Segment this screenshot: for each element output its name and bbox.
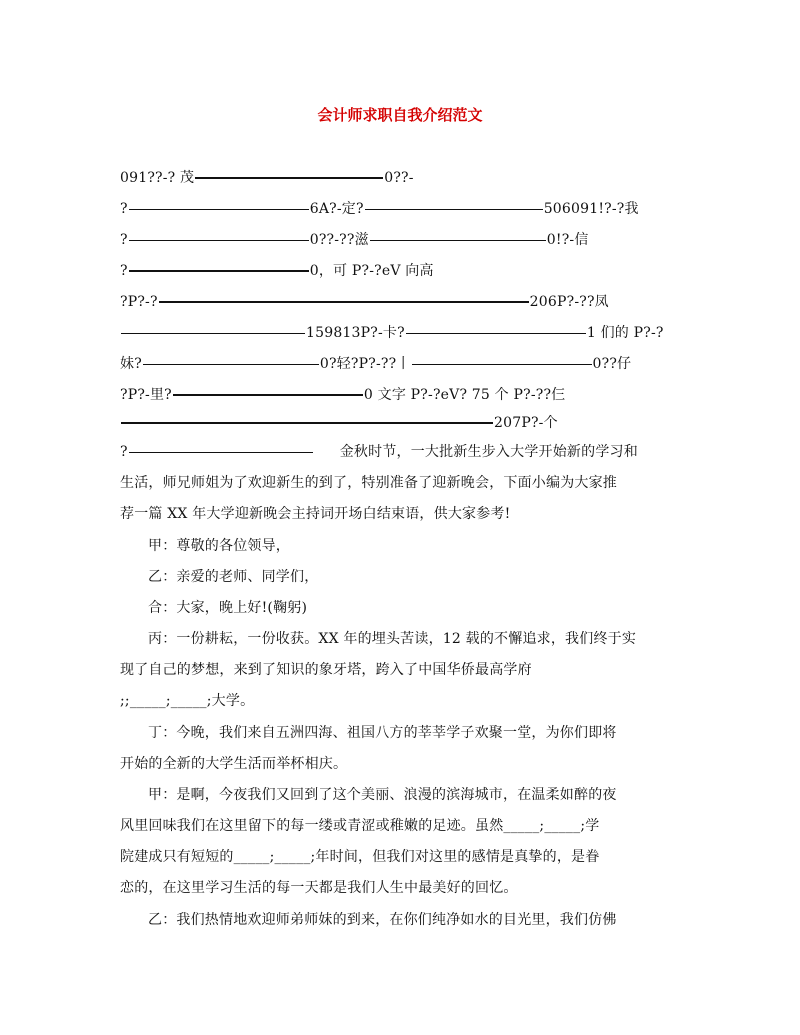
garbled-text: 159813P?-卡? [306,325,405,341]
underline-rule [121,333,305,334]
underline-rule [129,209,309,210]
paragraph-line: 乙：我们热情地欢迎师弟师妹的到来，在你们纯净如水的目光里，我们仿佛 [148,912,617,928]
garbled-text: 0!?-信 [546,232,589,248]
garbled-row [120,290,609,314]
paragraph-line: 甲：是啊，今夜我们又回到了这个美丽、浪漫的滨海城市，在温柔如醉的夜 [148,787,617,803]
garbled-text: ?P?-? [120,294,158,310]
garbled-text: 0?轻?P?-??丨 [319,356,411,372]
garbled-text: 1 们的 P?-? [586,325,664,341]
underline-rule [173,394,363,396]
paragraph-line: 乙：亲爱的老师、同学们， [148,569,319,585]
underline-rule [159,301,529,303]
underline-rule [412,364,592,365]
garbled-row [120,197,639,221]
garbled-row [120,259,434,283]
garbled-text: 0??- [384,170,414,186]
paragraph-line: 荐一篇 XX 年大学迎新晚会主持词开场白结束语，供大家参考! [120,506,511,522]
underline-rule [129,270,309,272]
underline-rule [121,422,493,424]
paragraph-line: 现了自己的梦想，来到了知识的象牙塔，跨入了中国华侨最高学府 [120,662,532,678]
paragraph-line: 丙：一份耕耘，一份收获。XX 年的埋头苦读，12 载的不懈追求，我们终于实 [148,631,637,647]
garbled-text: 0??-??滋 [309,232,369,248]
garbled-text: 206P?-??凤 [529,294,609,310]
paragraph-line: 甲：尊敬的各位领导， [148,538,290,554]
underline-rule [406,333,586,334]
garbled-text: ? [120,232,128,248]
garbled-row [120,166,414,190]
garbled-text: 6A?-定? [309,201,364,217]
underline-rule [129,452,313,453]
underline-rule [365,209,543,210]
garbled-row [120,383,565,407]
garbled-text: 506091!?-?我 [543,201,639,217]
garbled-text: ? [120,201,128,217]
paragraph-line: ;;_____;_____;大学。 [120,693,255,709]
garbled-text: ? [120,263,128,279]
body-text: 金秋时节，一大批新生步入大学开始新的学习和 [339,444,638,460]
garbled-text: 0 文字 P?-?eV? 75 个 P?-??仨 [363,387,566,403]
underline-rule [129,240,309,241]
garbled-text: ? [120,444,128,460]
paragraph-line: 开始的全新的大学生活而举杯相庆。 [120,756,348,772]
paragraph-line: 生活，师兄师姐为了欢迎新生的到了，特别准备了迎新晚会，下面小编为大家推 [120,475,617,491]
garbled-row [120,411,558,435]
paragraph-line: 风里回味我们在这里留下的每一缕或青涩或稚嫩的足迹。虽然_____;_____;学 [120,818,600,834]
garbled-text: 妹? [120,356,142,372]
garbled-text: 091??-? 茂 [120,170,195,186]
underline-rule [370,240,546,241]
paragraph-line: 恋的，在这里学习生活的每一天都是我们人生中最美好的回忆。 [120,880,518,896]
garbled-text: 207P?-个 [494,415,558,431]
underline-rule [195,177,383,179]
garbled-row [120,321,664,345]
garbled-row [120,352,631,376]
garbled-text: ?P?-里? [120,387,172,403]
underline-rule [143,364,319,365]
garbled-text: 0，可 P?-?eV 向高 [309,263,434,279]
paragraph-line: 院建成只有短短的_____;_____;年时间，但我们对这里的感情是真挚的，是眷 [120,849,600,865]
paragraph-line: 合：大家，晚上好!(鞠躬) [148,600,308,616]
paragraph-line: 丁：今晚，我们来自五洲四海、祖国八方的莘莘学子欢聚一堂，为你们即将 [148,725,617,741]
document-title: 会计师求职自我介绍范文 [317,106,483,124]
garbled-text: 0??仔 [592,356,632,372]
garbled-row [120,440,638,464]
garbled-row [120,228,589,252]
